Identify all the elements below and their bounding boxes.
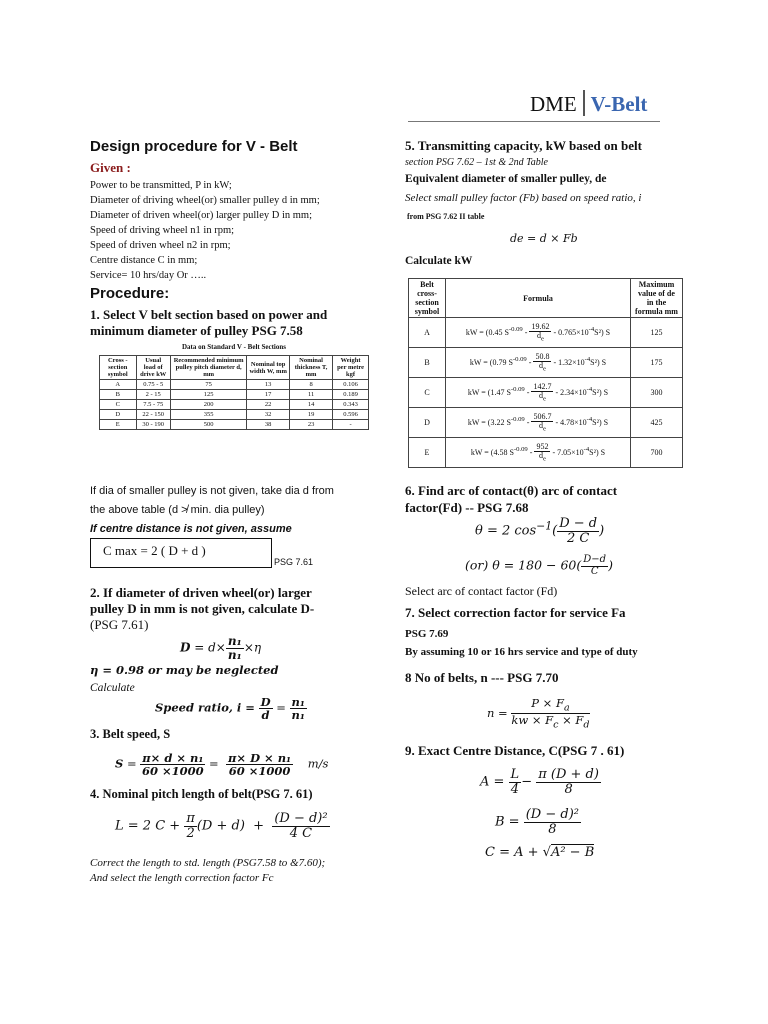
arc-contact-formula-alt: (or) θ = 180 − 60( $\frac{D-d}{C}$ ) — [465, 554, 613, 577]
kw-formula-table — [408, 278, 683, 468]
step2-line: pulley D in mm is not given, calculate D- — [90, 601, 315, 616]
table-cell: kW = (0.79 $S^{-0.09}$ - $\frac{50.8}{d_e}$ - $1.32\times 10^{-4}S^2$) S — [446, 348, 631, 378]
table-cell: B — [409, 348, 446, 378]
given-heading: Given : — [90, 160, 131, 175]
step5-line: 5. Transmitting capacity, kW based on belt — [405, 138, 642, 153]
page-header — [530, 90, 647, 117]
given-list — [90, 178, 390, 283]
psg769-ref: PSG 7.69 — [405, 628, 449, 640]
belt-sections-table — [99, 355, 369, 430]
cmax-psg-ref: PSG 7.61 — [274, 557, 314, 567]
belt-sections-table-title: Data on Standard V - Belt Sections — [182, 343, 286, 351]
note-line: the above table (d ≯ min. dia pulley) — [90, 504, 265, 516]
table-header-cell: Formula — [446, 279, 631, 318]
table-header-row — [409, 279, 683, 318]
header-rule — [408, 121, 660, 122]
calculate-label: Calculate — [90, 682, 135, 694]
procedure-heading: Procedure: — [90, 285, 170, 302]
given-item: Centre distance C in mm; — [90, 255, 198, 266]
table-row — [100, 410, 369, 420]
page-title: Design procedure for V - Belt — [90, 138, 298, 155]
step3-text: 3. Belt speed, S — [90, 727, 171, 741]
table-cell: B — [100, 390, 137, 400]
table-cell: 23 — [290, 420, 333, 430]
step2-line: 2. If diameter of driven wheel(or) larger — [90, 585, 312, 600]
table-row — [100, 380, 369, 390]
step1-text: 1. Select V belt section based on power and minimum diameter of pulley PSG 7.58 — [90, 307, 328, 338]
unit-ms: m/s — [307, 756, 329, 771]
table-cell: A — [409, 318, 446, 348]
pitch-length-formula: L = 2 C + $\frac{\pi}{2}$ (D + d) + $\frac{\text{(D − d)²}}{4 C}$ — [115, 811, 328, 841]
table-header-cell: Nominal top width W, mm — [247, 356, 290, 380]
table-cell: 0.343 — [333, 400, 369, 410]
centre-distance-formula-b: B = $\frac{\text{(D − d)²}}{8}$ — [495, 807, 579, 837]
pulley-factor-note: Select small pulley factor (Fb) based on speed ratio, i — [405, 192, 642, 204]
speed-ratio-formula: Speed ratio, i = $\frac{D}{d}$ = $\frac{\text{n₁}}{\text{n₁}}$ — [155, 695, 305, 723]
table-row — [409, 318, 683, 348]
table-cell: 200 — [170, 400, 246, 410]
table-cell: A — [100, 380, 137, 390]
arc-contact-formula: θ = 2 $\cos^{-1}$( $\frac{D - d}{2 C}$ ) — [475, 516, 605, 546]
table-cell: 2 - 15 — [136, 390, 170, 400]
given-item: Diameter of driven wheel(or) larger pulley D in mm; — [90, 210, 312, 221]
table-cell: 22 — [247, 400, 290, 410]
table-cell: E — [409, 438, 446, 468]
note-line: If centre distance is not given, assume — [90, 523, 292, 535]
table-cell: C — [409, 378, 446, 408]
table-cell: 32 — [247, 410, 290, 420]
table-cell: 425 — [631, 408, 683, 438]
given-item: Speed of driving wheel n1 in rpm; — [90, 225, 235, 236]
step6-line: factor(Fd) -- PSG 7.68 — [405, 500, 529, 515]
table-cell: 75 — [170, 380, 246, 390]
step7-text: 7. Select correction factor for service Fa — [405, 605, 626, 620]
table-cell: 14 — [290, 400, 333, 410]
table-cell: 8 — [290, 380, 333, 390]
driven-diameter-formula: D = d× $\frac{\text{n₁}}{\text{n₁}}$ ×η — [180, 634, 262, 662]
select-arc-note: Select arc of contact factor (Fd) — [405, 584, 558, 598]
centre-distance-formula-c: C = A + √A² − B — [485, 845, 595, 860]
no-of-belts-formula: n = $\frac{P \times F_a}{kw \times F_c \times F_d}$ — [487, 696, 590, 731]
table-row — [100, 400, 369, 410]
table-row — [409, 348, 683, 378]
theta-alt-label: (or) θ = 180 − 60 — [465, 557, 577, 573]
psg762-ref: from PSG 7.62 II table — [407, 212, 485, 221]
table-header-cell: Cross - section symbol — [100, 356, 137, 380]
table-cell: 19 — [290, 410, 333, 420]
table-cell: 11 — [290, 390, 333, 400]
table-row — [100, 420, 369, 430]
table-header-cell: Nominal thickness T, mm — [290, 356, 333, 380]
table-cell: 700 — [631, 438, 683, 468]
table-cell: D — [100, 410, 137, 420]
step5-text — [405, 137, 715, 188]
step6-text — [405, 482, 705, 516]
step5-line: section PSG 7.62 – 1st & 2nd Table — [405, 157, 548, 168]
table-header-cell: Weight per metre kgf — [333, 356, 369, 380]
given-item: Speed of driven wheel n2 in rpm; — [90, 240, 231, 251]
de-formula: de = d × Fb — [510, 232, 578, 245]
step5-line: Equivalent diameter of smaller pulley, de — [405, 173, 607, 185]
table-cell: 300 — [631, 378, 683, 408]
table-cell: 7.5 - 75 — [136, 400, 170, 410]
step7-note: By assuming 10 or 16 hrs service and type of duty — [405, 646, 638, 658]
table-header-row — [100, 356, 369, 380]
table-header-cell: Belt cross-section symbol — [409, 279, 446, 318]
note-line: If dia of smaller pulley is not given, take dia d from — [90, 485, 334, 497]
calc-kw-heading: Calculate kW — [405, 255, 473, 267]
table-header-cell: Recommended minimum pulley pitch diameter d, mm — [170, 356, 246, 380]
eta-note: η = 0.98 or may be neglected — [90, 663, 279, 677]
step2-text — [90, 585, 390, 633]
table-cell: - — [333, 420, 369, 430]
table-cell: E — [100, 420, 137, 430]
step2-line: (PSG 7.61) — [90, 617, 149, 632]
note-line: Correct the length to std. length (PSG7.58 to &7.60); — [90, 857, 326, 869]
step9-text: 9. Exact Centre Distance, C(PSG 7 . 61) — [405, 743, 625, 758]
cmax-equation: C max = 2 ( D + d ) — [103, 543, 206, 558]
note-line: And select the length correction factor Fc — [90, 872, 274, 884]
table-row — [409, 378, 683, 408]
table-cell: 0.596 — [333, 410, 369, 420]
header-separator — [583, 90, 585, 116]
length-correction-note — [90, 856, 325, 886]
table-cell: 38 — [247, 420, 290, 430]
table-cell: C — [100, 400, 137, 410]
table-cell: 125 — [170, 390, 246, 400]
table-row — [409, 438, 683, 468]
speed-ratio-label: Speed ratio, i = — [155, 700, 255, 715]
table-cell: 17 — [247, 390, 290, 400]
table-cell: 30 - 190 — [136, 420, 170, 430]
given-item: Power to be transmitted, P in kW; — [90, 180, 232, 191]
belt-speed-formula: S = $\frac{\text{π× d × n₁}}{60 \times 1000}$ = $\frac{\text{π× D × n₁}}{60 \times 1000}$ m/s — [115, 751, 329, 779]
table-row — [100, 390, 369, 400]
table-cell: 0.106 — [333, 380, 369, 390]
given-item: Service= 10 hrs/day Or ….. — [90, 270, 207, 281]
table-cell: 355 — [170, 410, 246, 420]
table-cell: 500 — [170, 420, 246, 430]
table-cell: 13 — [247, 380, 290, 390]
header-vbelt: V-Belt — [590, 92, 648, 116]
table-header-cell: Usual load of drive kW — [136, 356, 170, 380]
step6-line: 6. Find arc of contact(θ) arc of contact — [405, 483, 618, 498]
table-cell: 0.189 — [333, 390, 369, 400]
table-cell: D — [409, 408, 446, 438]
table-header-cell: Maximum value of de in the formula mm — [631, 279, 683, 318]
given-item: Diameter of driving wheel(or) smaller pulley d in mm; — [90, 195, 320, 206]
table-cell: kW = (1.47 $S^{-0.09}$ - $\frac{142.7}{d_e}$ - $2.34\times 10^{-4}S^2$) S — [446, 378, 631, 408]
table-cell: 125 — [631, 318, 683, 348]
step8-text: 8 No of belts, n --- PSG 7.70 — [405, 670, 559, 685]
table-cell: 175 — [631, 348, 683, 378]
step4-text: 4. Nominal pitch length of belt(PSG 7. 61) — [90, 787, 313, 801]
table-row — [409, 408, 683, 438]
table-cell: kW = (3.22 $S^{-0.09}$ - $\frac{506.7}{d_e}$ - $4.78\times 10^{-4}S^2$) S — [446, 408, 631, 438]
table-cell: kW = (0.45 $S^{-0.09}$ - $\frac{19.62}{d_e}$ - $0.765\times 10^{-4}S^2$) S — [446, 318, 631, 348]
table-cell: 0.75 - 5 — [136, 380, 170, 390]
table-cell: kW = (4.58 $S^{-0.09}$ - $\frac{952}{d_e}$ - $7.05\times 10^{-4}S^2$) S — [446, 438, 631, 468]
belt-sections-table-wrap — [95, 343, 373, 470]
centre-distance-formula-a: A = $\frac{L}{4}$ − $\frac{\pi (D + d)}{8}$ — [480, 767, 599, 797]
note-smaller-pulley — [90, 482, 334, 539]
table-cell: 22 - 150 — [136, 410, 170, 420]
header-dme: DME — [530, 92, 577, 116]
